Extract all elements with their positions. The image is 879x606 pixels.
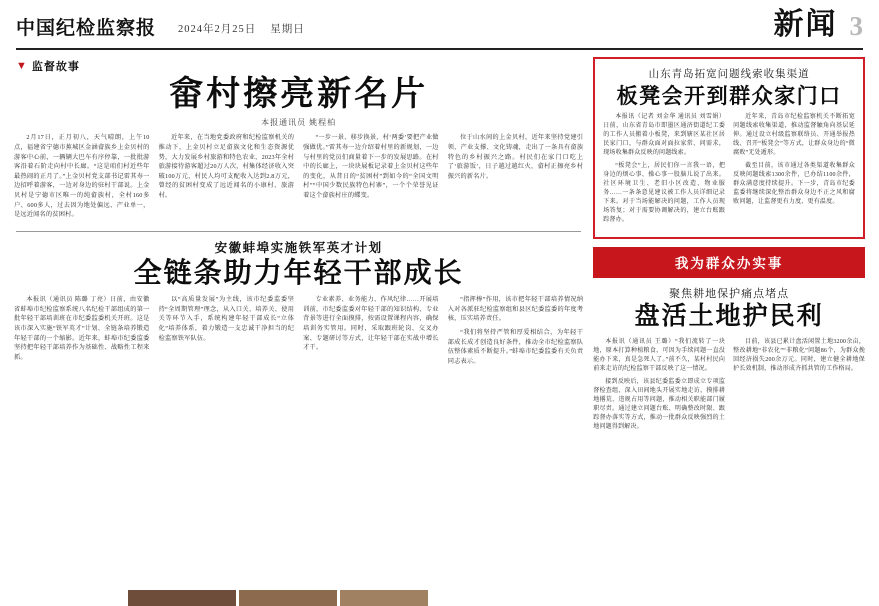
paragraph: 专业素养、业务能力、作风纪律……开展培训前，市纪委监委对年轻干部的知识结构、专业背景等进行全面摸排，按需设置课程内容，确保培训务实管用。同时，采取跟班轮岗、交叉办案、专题研讨等方式，让年轻干部在实战中增长才干。 [303,296,439,352]
lead-column-4 [448,133,584,223]
paragraph: 近年来，青岛市纪检监察机关不断拓宽问题线索收集渠道，推动监督触角向基层延伸。通过设立村级监察联络员、开通举报热线、召开“板凳会”等方式，让群众身边的“微腐败”无处遁形。 [733,114,856,157]
boxed-story [593,57,865,239]
paragraph: 近年来，在当地党委政府和纪检监察机关的推动下，上金贝村立足畲族文化和生态资源优势，大力发展乡村旅游和特色农业，2023年全村旅游接待游客超过20万人次，村集体经济收入突破100万元，村民人均可支配收入达到2.8万元，曾经的贫困村变成了远近闻名的小康村、旅游村。 [158,134,295,200]
page-number: 3 [849,11,863,41]
lead-byline: 本报通讯员 姚程柏 [261,118,337,128]
lead-column-2 [159,133,295,223]
service-section [593,247,865,436]
second-column-1 [14,295,150,370]
boxed-column-1 [603,113,725,229]
paragraph: 本报讯（通讯员 陈璐 丁亮）日前，由安徽省蚌埠市纪检监察系统八名纪检干部组成的第一批年轻干部培训班在市纪委监委机关开班。这是该市深入实施“铁军英才”计划、全链条培养锻造年轻干部的一个缩影。近年来，蚌埠市纪委监委坚持把年轻干部培养作为基础性、战略性工程来抓。 [14,296,150,361]
paragraph: 本报讯（记者 刘金华 通讯员 刘雪娟）日前，山东省青岛市即墨区通济街道纪工委的工作人员搬着小板凳，来到辖区某社区居民家门口，与群众面对面拉家常、问需求，现场收集群众反映的问题线索。 [603,114,726,157]
paragraph: 目前，该县已累计盘活闲置土地3200余亩，整改耕地“非农化”“非粮化”问题86个，为群众挽回经济损失200余万元。同时，建立健全耕地保护长效机制，推动形成齐抓共管的工作格局。 [733,338,866,372]
service-banner: 我为群众办实事 [593,247,865,278]
paragraph: 本报讯（通讯员 王璐）“我们流转了一块地，原本打算种植粮食，可因为手续问题一直没能办下来，真是急死人了。”前不久，某村村民向前来走访的纪检监察干部反映了这一情况。 [593,338,726,372]
boxed-story-shoulder: 山东青岛拓宽问题线索收集渠道 [648,69,810,80]
photo-image-1 [128,590,236,606]
newspaper-logo: 中国纪检监察报 [16,18,157,39]
second-story-columns [14,295,583,370]
boxed-column-2 [733,113,855,229]
lead-column-3 [303,133,439,223]
photo-image-2 [239,590,337,606]
publication-weekday: 星期日 [270,24,305,35]
paragraph: “指挥棒”作用，该市把年轻干部培养情况纳入对各派驻纪检监察组和县区纪委监委的年度考核，压实培养责任。 [447,296,584,323]
second-column-2 [159,295,295,370]
paragraph: 接到反映后，该县纪委监委立即成立专项监督检查组，深入田间地头开展实地走访，摸排耕地撂荒、违规占用等问题，推动相关职能部门履职尽责。通过建立问题台账、明确整改时限、跟踪督办落实等方式，推动一批群众反映强烈的土地问题得到解决。 [593,378,726,430]
page-body [14,50,865,436]
photo-image-3 [340,590,428,606]
photo-strip [128,590,428,606]
right-zone [593,56,865,436]
service-shoulder: 聚焦耕地保护痛点堵点 [669,288,790,301]
lead-column-1 [14,133,150,223]
service-column-2 [733,338,865,436]
lead-story [14,58,583,224]
paragraph: 以“高质量发展”为主线，该市纪委监委坚持“全周期管理”理念，从入口关、培养关、使用关等环节入手，系统构建年轻干部成长“立体化”培养体系，着力锻造一支忠诚干净担当的纪检监察铁军队伍。 [158,296,295,342]
lead-kicker [16,58,583,74]
service-column-1 [593,338,725,436]
kicker-marker-icon: ▼ [16,59,27,72]
second-column-4 [448,295,584,370]
left-zone [14,56,583,436]
story-divider [16,231,581,232]
paragraph: 位于山水间的上金贝村，近年来坚持党建引领、产业支撑、文化铸魂，走出了一条具有畲族特色的乡村振兴之路。村民们在家门口吃上了‘旅游饭’，日子越过越红火，畲村正擦亮乡村振兴的新名片。 [447,134,584,180]
lead-body-columns [14,133,583,223]
paragraph: “板凳会”上，居民们你一言我一语，把身边的烦心事、操心事一股脑儿说了出来。社区环境卫生、老旧小区改造、物业服务……一条条意见建议被工作人员详细记录下来。对于当场能解决的问题，工作人员现场答复；对于需要协调解决的，建立台账跟踪督办。 [603,163,726,224]
service-headline: 盘活土地护民利 [634,303,824,331]
paragraph: “我们将坚持严管和厚爱相结合，为年轻干部成长成才创造良好条件，推动全市纪检监察队伍整体素质不断提升。”蚌埠市纪委监委有关负责同志表示。 [447,329,584,365]
lead-headline: 畲村擦亮新名片 [169,76,429,113]
boxed-story-headline: 板凳会开到群众家门口 [616,84,842,108]
masthead [14,0,865,46]
paragraph: 截至目前，该市通过各类渠道收集群众反映问题线索1300余件，已办结1100余件，群众满意度持续提升。下一步，青岛市纪委监委将继续深化整治群众身边不正之风和腐败问题，让监督更有力度、更有温度。 [733,163,856,206]
second-story-headline: 全链条助力年轻干部成长 [133,257,464,289]
lead-kicker-label: 监督故事 [31,61,80,73]
paragraph: “一步一景、移步换景，村‘两委’要把产业做强做优。”雷其寿一边介绍着村里的新规划，一边与村里的党员们商量着下一步的发展思路。在村中的长廊上，一块块展板记录着上金贝村这些年的变化，从昔日的“贫困村”到如今的“全国文明村”“中国少数民族特色村寨”，一个个荣誉见证着这个畲族村庄的蝶变。 [303,134,439,200]
paragraph: 2月17日，正月初八，天气晴朗，上午10点，福建省宁德市蕉城区金涵畲族乡上金贝村的游客中心前，一辆辆大巴车有序停靠，一批批游客沿着石阶走向村中长廊。“这是咱们村近些年最热闹的正月了。”上金贝村党支部书记雷其寿一边招呼着游客，一边对身边的驻村干部说。上金贝村是宁德市区唯一的纯畲族村，全村160多户、600多人，过去因为地处偏远、产业单一，是远近闻名的贫困村。 [14,134,150,219]
publication-date: 2024年2月25日 [178,24,257,35]
second-story [14,238,583,371]
service-columns [593,338,865,436]
section-title: 新闻 [773,8,838,41]
boxed-story-columns [603,113,855,229]
second-story-shoulder: 安徽蚌埠实施铁军英才计划 [214,240,383,255]
second-column-3 [303,295,439,370]
